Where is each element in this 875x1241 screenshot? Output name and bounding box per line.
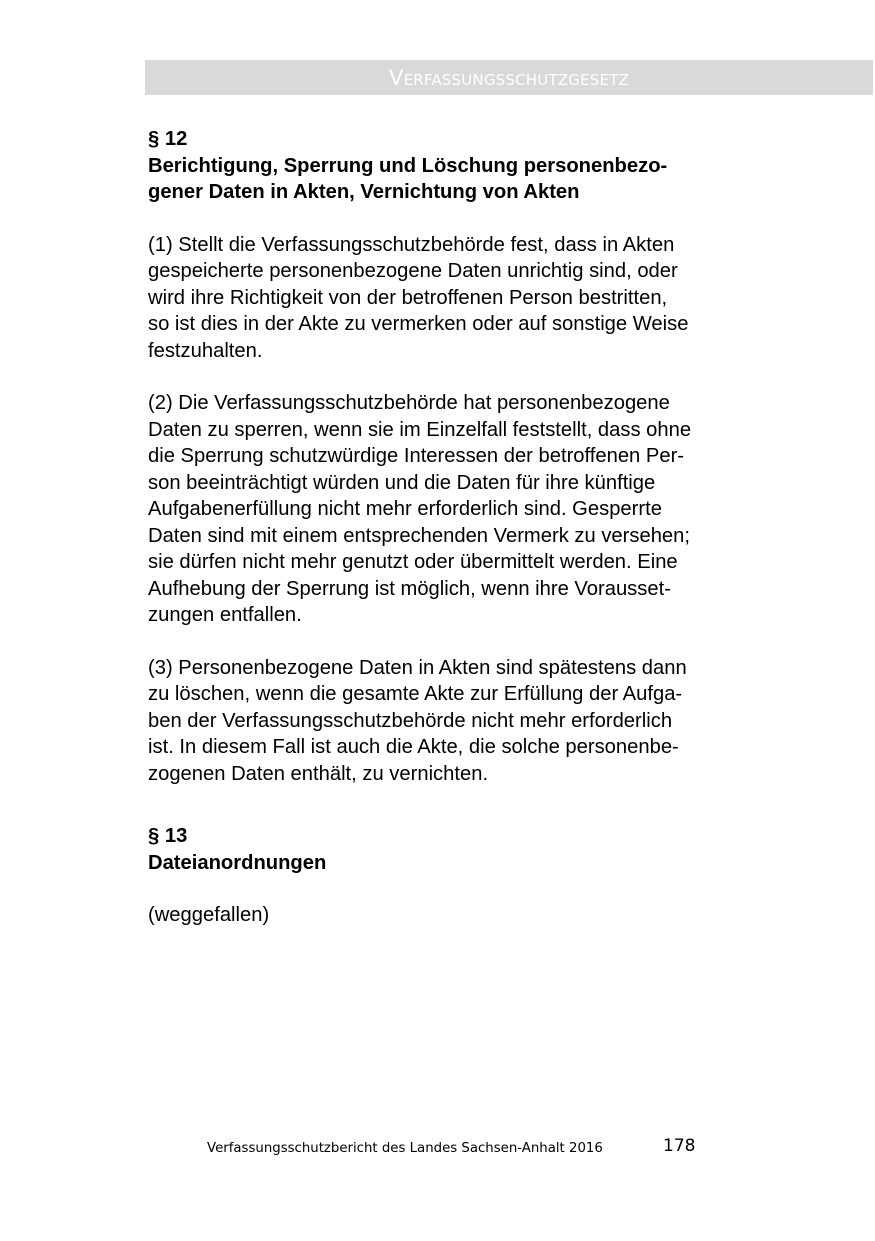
text-line: die Sperrung schutzwürdige Interessen der betroffenen Per-	[148, 445, 685, 467]
paragraph-1	[148, 232, 780, 365]
section-heading-line: gener Daten in Akten, Vernichtung von Akten	[148, 181, 580, 203]
section-12	[148, 126, 780, 787]
document-body	[148, 126, 780, 929]
paragraph-2	[148, 390, 780, 629]
text-line: sie dürfen nicht mehr genutzt oder übermittelt werden. Eine	[148, 551, 678, 573]
running-header	[145, 60, 873, 95]
section-number: § 12	[148, 128, 188, 150]
text-line: zungen entfallen.	[148, 604, 302, 626]
section-heading-line: Berichtigung, Sperrung und Löschung personenbezo-	[148, 154, 668, 177]
text-line: so ist dies in der Akte zu vermerken oder auf sonstige Weise	[148, 313, 689, 335]
text-line: (2) Die Verfassungsschutzbehörde hat personenbezogene	[148, 392, 670, 414]
text-line: festzuhalten.	[148, 339, 263, 362]
section-13	[148, 823, 780, 929]
text-line: gespeicherte personenbezogene Daten unrichtig sind, oder	[148, 260, 678, 282]
text-line: Daten zu sperren, wenn sie im Einzelfall feststellt, dass ohne	[148, 418, 692, 441]
text-line: Aufhebung der Sperrung ist möglich, wenn ihre Vorausset-	[148, 577, 671, 600]
text-line: zu löschen, wenn die gesamte Akte zur Erfüllung der Aufga-	[148, 683, 683, 705]
section-number: § 13	[148, 825, 188, 847]
text-line: Daten sind mit einem entsprechenden Vermerk zu versehen;	[148, 524, 690, 547]
text-line: (3) Personenbezogene Daten in Akten sind spätestens dann	[148, 656, 687, 679]
text-line: ben der Verfassungsschutzbehörde nicht mehr erforderlich	[148, 709, 673, 732]
text-line: zogenen Daten enthält, zu vernichten.	[148, 762, 489, 785]
text-line: Aufgabenerfüllung nicht mehr erforderlich sind. Gesperrte	[148, 498, 662, 520]
text-line: son beeinträchtigt würden und die Daten für ihre künftige	[148, 471, 656, 494]
paragraph-3	[148, 655, 780, 788]
page-number: 178	[663, 1136, 696, 1156]
footer-publication-title: Verfassungsschutzbericht des Landes Sachsen-Anhalt 2016	[207, 1141, 603, 1156]
running-header-title: Verfassungsschutzgesetz	[389, 66, 629, 90]
section-heading-line: Dateianordnungen	[148, 851, 327, 874]
text-line: (weggefallen)	[148, 904, 270, 926]
text-line: ist. In diesem Fall ist auch die Akte, die solche personenbe-	[148, 736, 679, 758]
paragraph-omitted	[148, 902, 780, 929]
text-line: wird ihre Richtigkeit von der betroffenen Person bestritten,	[148, 286, 668, 309]
text-line: (1) Stellt die Verfassungsschutzbehörde fest, dass in Akten	[148, 233, 675, 256]
